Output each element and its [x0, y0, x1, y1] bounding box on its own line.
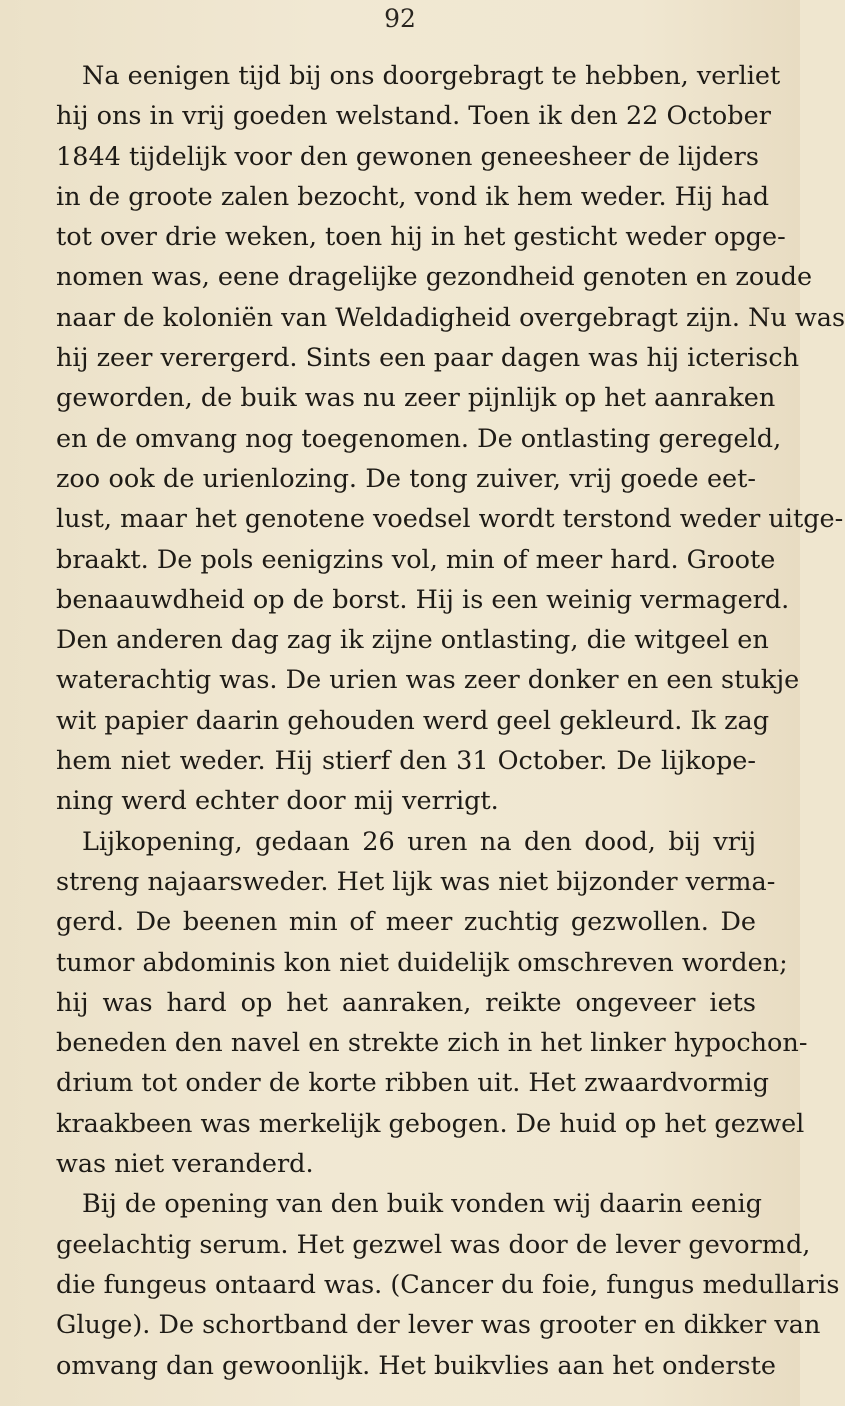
text-line: ning werd echter door mij verrigt. [56, 786, 499, 817]
text-line: lust, maar het genotene voedsel wordt terstond weder uitge- [56, 504, 844, 535]
text-line: gerd. De beenen min of meer zuchtig gezwollen. De [56, 907, 756, 938]
text-line: benaauwdheid op de borst. Hij is een weinig vermagerd. [56, 584, 790, 615]
text-line: naar de koloniën van Weldadigheid overgebragt zijn. Nu was [56, 302, 845, 333]
text-line: Lijkopening, gedaan 26 uren na den dood, bij vrij [82, 826, 756, 857]
text-line: geelachtig serum. Het gezwel was door de lever gevormd, [56, 1229, 811, 1260]
text-line: braakt. De pols eenigzins vol, min of meer hard. Groote [56, 544, 776, 575]
text-line: kraakbeen was merkelijk gebogen. De huid op het gezwel [56, 1108, 805, 1139]
text-line: 1844 tijdelijk voor den gewonen geneesheer de lijders [56, 141, 759, 172]
text-line: die fungeus ontaard was. (Cancer du foie, fungus medullaris [56, 1269, 840, 1300]
text-line: beneden den navel en strekte zich in het linker hypochon- [56, 1028, 808, 1059]
text-line: Bij de opening van den buik vonden wij daarin eenig [82, 1189, 762, 1220]
text-line: hij zeer verergerd. Sints een paar dagen was hij icterisch [56, 343, 800, 374]
text-line: hij ons in vrij goeden welstand. Toen ik den 22 October [56, 101, 771, 132]
text-line: hij was hard op het aanraken, reikte ongeveer iets [56, 987, 756, 1018]
text-line: streng najaarsweder. Het lijk was niet bijzonder verma- [56, 866, 776, 897]
text-line: tot over drie weken, toen hij in het gesticht weder opge- [56, 222, 786, 253]
text-line: hem niet weder. Hij stierf den 31 October. De lijkope- [56, 746, 756, 777]
text-line: omvang dan gewoonlijk. Het buikvlies aan het onderste [56, 1350, 776, 1381]
text-line: en de omvang nog toegenomen. De ontlasting geregeld, [56, 423, 782, 454]
text-line: tumor abdominis kon niet duidelijk omschreven worden; [56, 947, 788, 978]
text-line: in de groote zalen bezocht, vond ik hem weder. Hij had [56, 181, 770, 212]
text-line: Gluge). De schortband der lever was grooter en dikker van [56, 1310, 821, 1341]
text-line: zoo ook de urienlozing. De tong zuiver, vrij goede eet- [56, 463, 756, 494]
body-text [56, 56, 845, 1386]
text-line: Den anderen dag zag ik zijne ontlasting, die witgeel en [56, 625, 769, 656]
text-line: wit papier daarin gehouden werd geel gekleurd. Ik zag [56, 705, 770, 736]
text-line: was niet veranderd. [56, 1149, 314, 1180]
text-line: Na eenigen tijd bij ons doorgebragt te hebben, verliet [82, 61, 781, 91]
text-line: waterachtig was. De urien was zeer donker en een stukje [56, 665, 800, 696]
text-line: drium tot onder de korte ribben uit. Het zwaardvormig [56, 1068, 769, 1099]
text-line: nomen was, eene dragelijke gezondheid genoten en zoude [56, 262, 813, 293]
text-line: geworden, de buik was nu zeer pijnlijk op het aanraken [56, 383, 776, 414]
page-number: 92 [384, 4, 416, 33]
